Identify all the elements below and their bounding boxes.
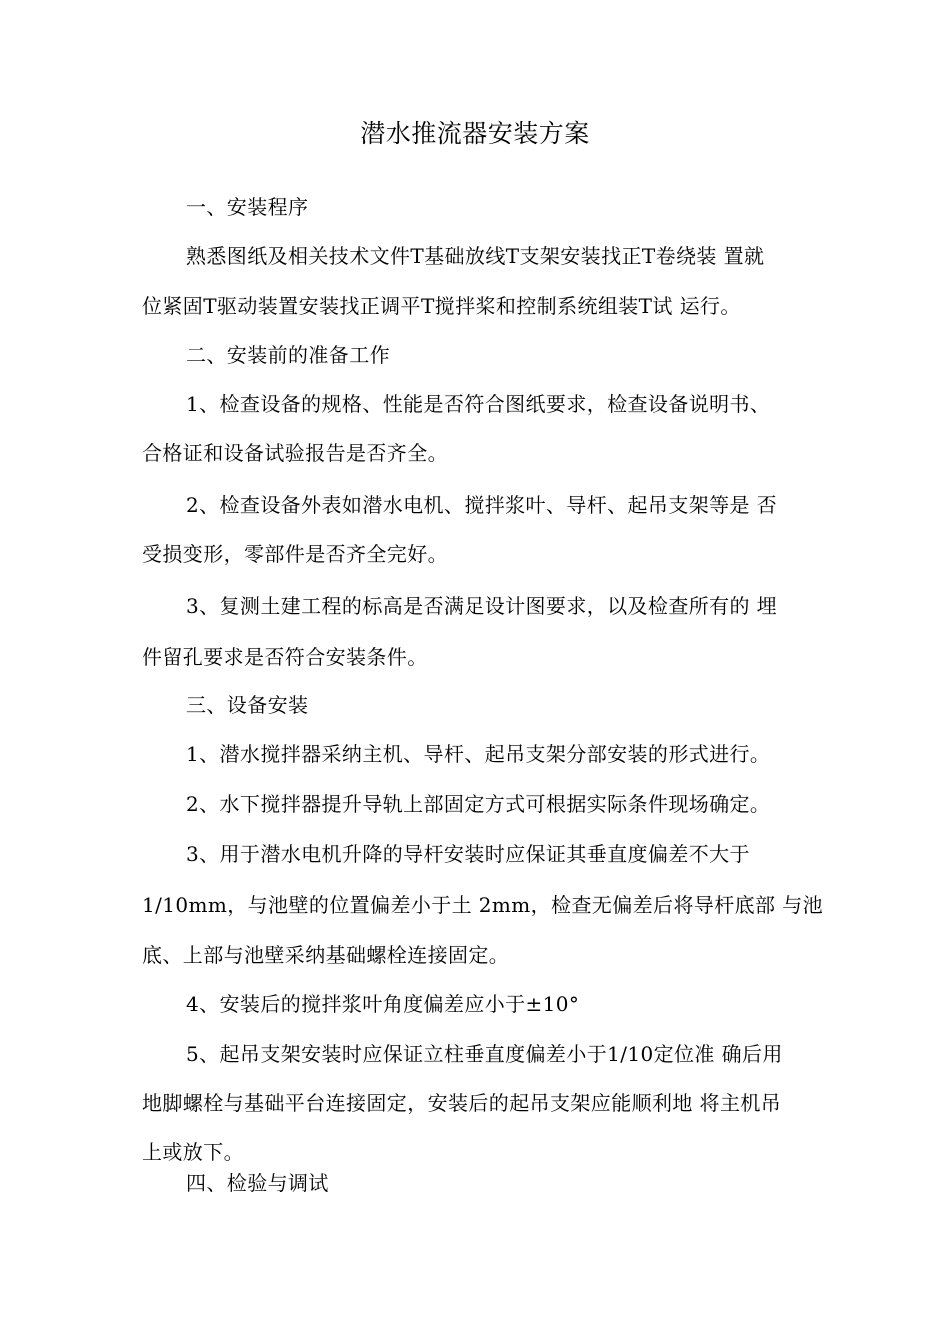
paragraph-line: 地脚螺栓与基础平台连接固定，安装后的起吊支架应能顺利地 将主机吊 (142, 1091, 782, 1115)
paragraph-line: 1、潜水搅拌器采纳主机、导杆、起吊支架分部安装的形式进行。 (186, 742, 771, 766)
paragraph-line: 熟悉图纸及相关技术文件T基础放线T支架安装找正T卷绕装 置就 (186, 244, 765, 268)
paragraph-line: 4、安装后的搅拌浆叶角度偏差应小于±10° (186, 992, 580, 1016)
paragraph-line: 上或放下。 (142, 1140, 244, 1164)
paragraph-line: 合格证和设备试验报告是否齐全。 (142, 441, 448, 465)
document-title: 潜水推流器安装方案 (360, 119, 590, 148)
paragraph-line: 受损变形，零部件是否齐全完好。 (142, 542, 448, 566)
section-heading-4: 四、检验与调试 (186, 1171, 329, 1195)
paragraph-line: 5、起吊支架安装时应保证立柱垂直度偏差小于1/10定位准 确后用 (186, 1042, 783, 1066)
paragraph-line: 2、检查设备外表如潜水电机、搅拌浆叶、导杆、起吊支架等是 否 (186, 493, 778, 517)
paragraph-line: 2、水下搅拌器提升导轨上部固定方式可根据实际条件现场确定。 (186, 792, 771, 816)
section-heading-2: 二、安装前的准备工作 (186, 343, 390, 367)
paragraph-line: 底、上部与池壁采纳基础螺栓连接固定。 (142, 943, 510, 967)
paragraph-line: 3、复测土建工程的标高是否满足设计图要求，以及检查所有的 埋 (186, 594, 778, 618)
paragraph-line: 件留孔要求是否符合安装条件。 (142, 645, 428, 669)
section-heading-3: 三、设备安装 (186, 693, 309, 717)
paragraph-line: 位紧固T驱动装置安装找正调平T搅拌桨和控制系统组装T试 运行。 (142, 294, 741, 318)
paragraph-line: 1/10mm，与池壁的位置偏差小于土 2mm，检查无偏差后将导杆底部 与池 (142, 893, 824, 917)
paragraph-line: 3、用于潜水电机升降的导杆安装时应保证其垂直度偏差不大于 (186, 842, 750, 866)
section-heading-1: 一、安装程序 (186, 195, 309, 219)
paragraph-line: 1、检查设备的规格、性能是否符合图纸要求，检查设备说明书、 (186, 392, 771, 416)
